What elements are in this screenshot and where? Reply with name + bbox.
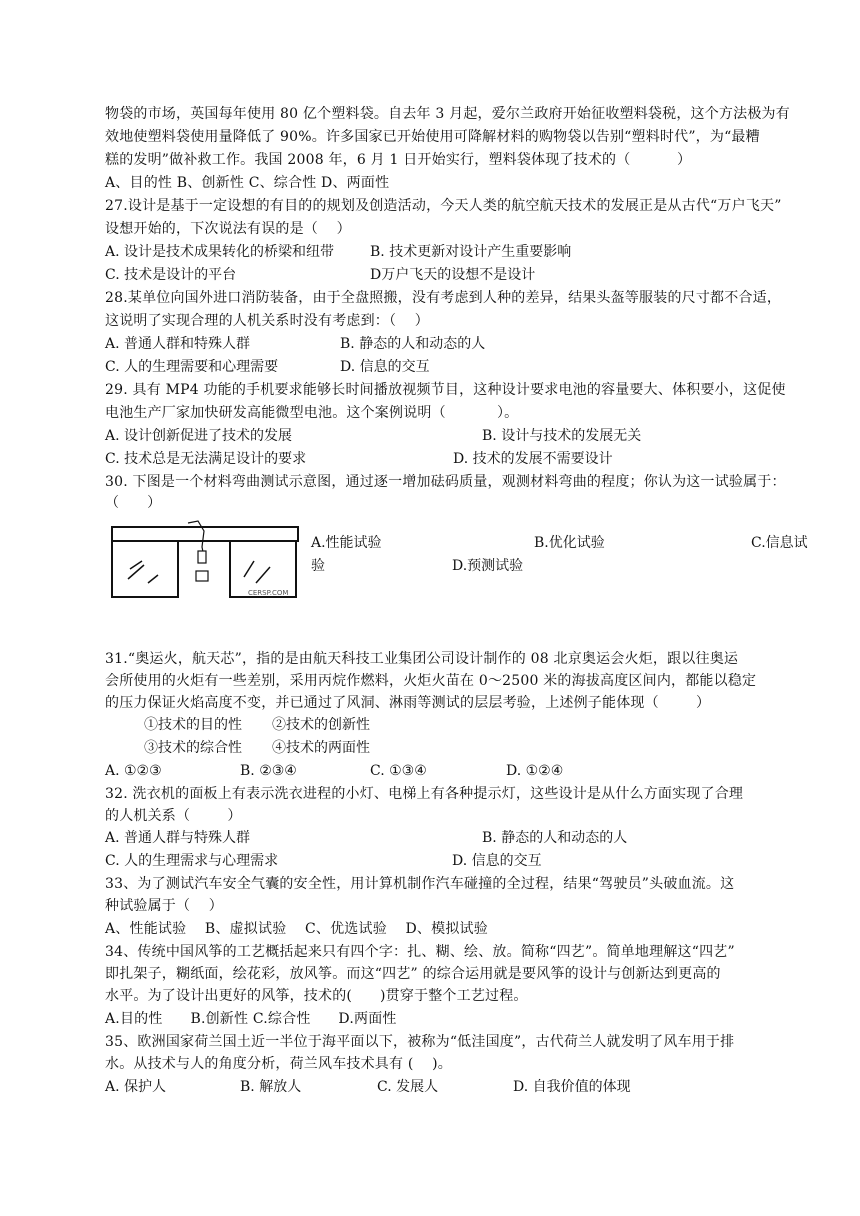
q29-option-d: D. 技术的发展不需要设计 [453, 451, 613, 467]
q34-stem-2: 即扎架子，糊纸面，绘花彩，放风筝。而这“四艺” 的综合运用就是要风筝的设计与创新达到更高的 [105, 966, 721, 982]
q28-option-b: B. 静态的人和动态的人 [340, 336, 486, 352]
q30-stem-2: （ ） [105, 495, 162, 511]
q27-stem-2: 设想开始的，下次说法有误的是（ ） [105, 221, 351, 237]
q32-option-a: A. 普通人群与特殊人群 [105, 830, 251, 846]
left-support [112, 541, 178, 597]
q33-stem-2: 种试验属于（ ） [105, 898, 224, 914]
q31-option-c: C. ①③④ [370, 763, 427, 779]
q30-option-b: B.优化试验 [534, 535, 605, 551]
q34-stem-3: 水平。为了设计出更好的风筝，技术的( )贯穿于整个工艺过程。 [105, 988, 528, 1004]
q31-option-d: D. ①②④ [506, 763, 564, 779]
q28-option-a: A. 普通人群和特殊人群 [105, 336, 251, 352]
q33-options: A、性能试验 B、虚拟试验 C、优选试验 D、模拟试验 [105, 921, 488, 937]
q35-option-a: A. 保护人 [105, 1079, 167, 1095]
q26-line-1: 物袋的市场，英国每年使用 80 亿个塑料袋。自去年 3 月起，爱尔兰政府开始征收塑料袋税，这个方法极为有 [105, 106, 790, 122]
bending-test-figure [108, 517, 304, 603]
q31-option-b: B. ②③④ [240, 763, 297, 779]
q31-item-2: ②技术的创新性 [272, 717, 370, 733]
weight-holder [198, 551, 206, 563]
q30-option-a: A.性能试验 [311, 535, 382, 551]
q35-stem-1: 35、欧洲国家荷兰国土近一半位于海平面以下，被称为“低洼国度”，古代荷兰人就发明了风车用于排 [105, 1034, 735, 1050]
q27-option-d: D万户飞天的设想不是设计 [370, 267, 536, 283]
q30-option-c-continued: 验 [311, 558, 325, 574]
q29-option-b: B. 设计与技术的发展无关 [482, 428, 642, 444]
q32-stem-1: 32. 洗衣机的面板上有表示洗衣进程的小灯、电梯上有各种提示灯，这些设计是从什么方面实现了合理 [105, 786, 744, 802]
q32-option-b: B. 静态的人和动态的人 [482, 830, 628, 846]
figure-watermark: CERSP.COM [248, 589, 289, 597]
q35-option-d: D. 自我价值的体现 [513, 1079, 631, 1095]
q34-stem-1: 34、传统中国风筝的工艺概括起来只有四个字：扎、糊、绘、放。简称“四艺”。简单地理解这“四艺” [105, 944, 735, 960]
weight-block [196, 571, 208, 581]
q31-stem-3: 的压力保证火焰高度不变，并已通过了风洞、淋雨等测试的层层考验，上述例子能体现（ ） [105, 695, 711, 711]
q26-line-3: 糕的发明”做补救工作。我国 2008 年，6 月 1 日开始实行，塑料袋体现了技术的（ ） [105, 152, 692, 168]
q28-option-d: D. 信息的交互 [340, 359, 430, 375]
q32-option-d: D. 信息的交互 [452, 853, 542, 869]
q27-option-a: A. 设计是技术成果转化的桥梁和纽带 [105, 244, 335, 260]
q31-item-3: ③技术的综合性 [144, 740, 242, 756]
q31-option-a: A. ①②③ [105, 763, 162, 779]
q31-stem-2: 会所使用的火炬有一些差别，采用丙烷作燃料，火炬火苗在 0～2500 米的海拔高度区间内，都能以稳定 [105, 673, 757, 689]
q29-stem-2: 电池生产厂家加快研发高能微型电池。这个案例说明（ ）。 [105, 405, 519, 421]
q26-options: A、目的性 B、创新性 C、综合性 D、两面性 [105, 175, 390, 191]
q28-stem-1: 28.某单位向国外进口消防装备，由于全盘照搬，没有考虑到人种的差异，结果头盔等服装的尺寸都不合适， [105, 290, 782, 306]
q26-line-2: 效地使塑料袋使用量降低了 90%。许多国家已开始使用可降解材料的购物袋以告别“塑料时代”，为“最糟 [105, 129, 760, 145]
q35-option-c: C. 发展人 [377, 1079, 439, 1095]
q31-item-1: ①技术的目的性 [144, 717, 242, 733]
q27-stem-1: 27.设计是基于一定设想的有目的的规划及创造活动，今天人类的航空航天技术的发展正是从古代“万户飞天” [105, 198, 782, 214]
test-beam [112, 527, 298, 541]
q30-option-d: D.预测试验 [452, 558, 524, 574]
q29-option-a: A. 设计创新促进了技术的发展 [105, 428, 293, 444]
q28-stem-2: 这说明了实现合理的人机关系时没有考虑到：（ ） [105, 313, 429, 329]
q28-option-c: C. 人的生理需要和心理需要 [105, 359, 279, 375]
q27-option-b: B. 技术更新对设计产生重要影响 [370, 244, 572, 260]
q27-option-c: C. 技术是设计的平台 [105, 267, 237, 283]
q29-option-c: C. 技术总是无法满足设计的要求 [105, 451, 307, 467]
q34-options: A.目的性 B.创新性 C.综合性 D.两面性 [105, 1011, 397, 1027]
q29-stem-1: 29. 具有 MP4 功能的手机要求能够长时间播放视频节目，这种设计要求电池的容量要大、体积要小，这促使 [105, 382, 786, 398]
q33-stem-1: 33、为了测试汽车安全气囊的安全性，用计算机制作汽车碰撞的全过程，结果“驾驶员”头破血流。这 [105, 876, 735, 892]
q35-option-b: B. 解放人 [240, 1079, 302, 1095]
q30-option-c: C.信息试 [751, 535, 808, 551]
q32-option-c: C. 人的生理需求与心理需求 [105, 853, 279, 869]
q31-item-4: ④技术的两面性 [272, 740, 370, 756]
q35-stem-2: 水。从技术与人的角度分析，荷兰风车技术具有 ( )。 [105, 1056, 452, 1072]
q30-stem-1: 30. 下图是一个材料弯曲测试示意图，通过逐一增加砝码质量，观测材料弯曲的程度；你认为这一试验属于： [105, 474, 786, 490]
q31-stem-1: 31.“奥运火，航天芯”，指的是由航天科技工业集团公司设计制作的 08 北京奥运会火炬，跟以往奥运 [105, 651, 739, 667]
q32-stem-2: 的人机关系（ ） [105, 808, 242, 824]
